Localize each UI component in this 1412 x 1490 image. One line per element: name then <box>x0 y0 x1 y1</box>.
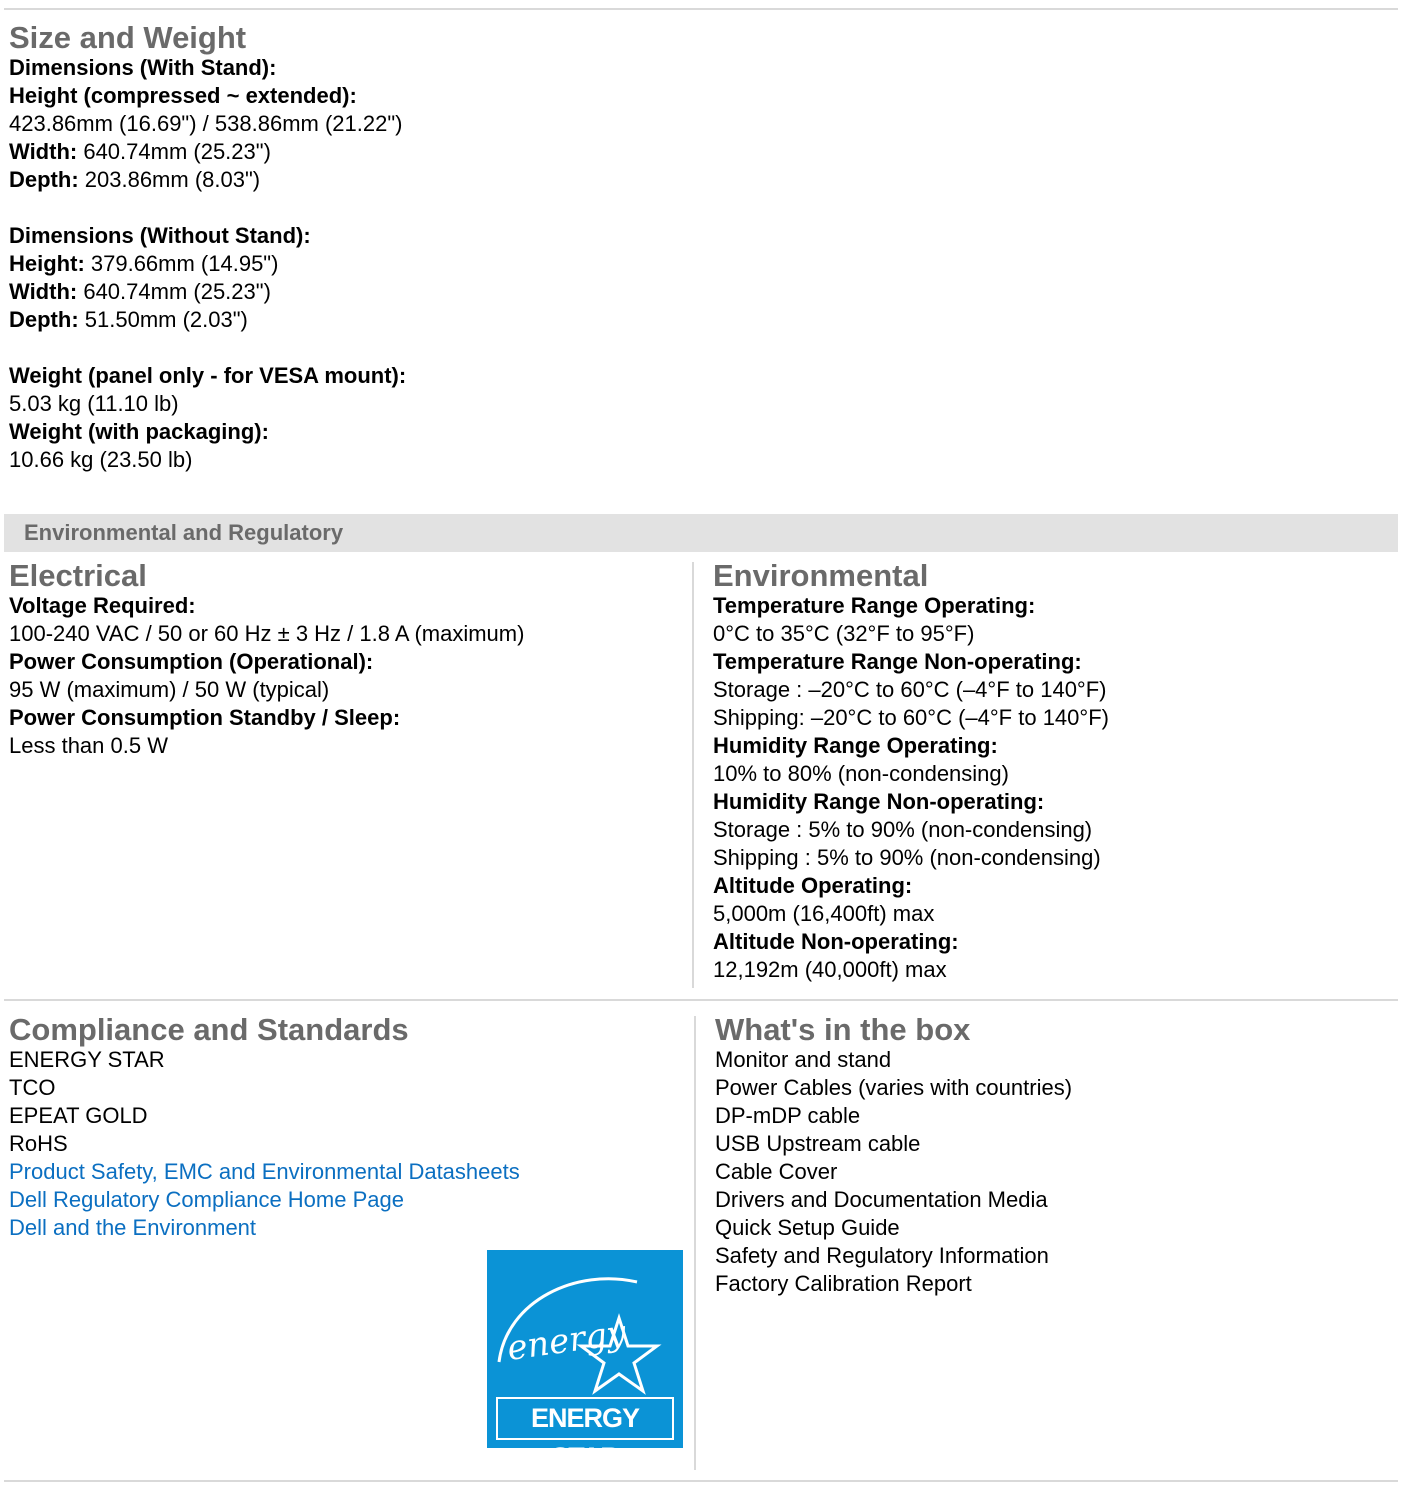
weight-pack-label: Weight (with packaging): <box>9 419 269 444</box>
size-weight-title: Size and Weight <box>9 20 247 55</box>
width2-value: 640.74mm (25.23") <box>77 279 271 304</box>
hum-nop-shipping: Shipping : 5% to 90% (non-condensing) <box>713 845 1101 870</box>
electrical-section <box>9 560 524 760</box>
box-item: Factory Calibration Report <box>715 1271 972 1296</box>
depth2-label: Depth: <box>9 307 79 332</box>
dell-environment-link[interactable]: Dell and the Environment <box>9 1215 257 1240</box>
section-band <box>4 514 1398 552</box>
box-item: USB Upstream cable <box>715 1131 921 1156</box>
width-label: Width: <box>9 139 78 164</box>
power-op-label: Power Consumption (Operational): <box>9 649 374 674</box>
depth2-row <box>9 306 406 334</box>
width-value: 640.74mm (25.23") <box>77 139 271 164</box>
hum-op-value: 10% to 80% (non-condensing) <box>713 761 1009 786</box>
alt-nop-value: 12,192m (40,000ft) max <box>713 957 947 982</box>
alt-op-label: Altitude Operating: <box>713 873 913 898</box>
compliance-item: ENERGY STAR <box>9 1047 165 1072</box>
temp-nop-storage: Storage : –20°C to 60°C (–4°F to 140°F) <box>713 677 1107 702</box>
compliance-item: EPEAT GOLD <box>9 1103 148 1128</box>
box-item: Monitor and stand <box>715 1047 892 1072</box>
power-op-value: 95 W (maximum) / 50 W (typical) <box>9 677 330 702</box>
environmental-title: Environmental <box>713 558 929 593</box>
environmental-section <box>713 560 1109 984</box>
weight-panel-value: 5.03 kg (11.10 lb) <box>9 391 179 416</box>
temp-op-label: Temperature Range Operating: <box>713 593 1036 618</box>
width2-row <box>9 278 406 306</box>
alt-op-value: 5,000m (16,400ft) max <box>713 901 935 926</box>
box-item: Cable Cover <box>715 1159 838 1184</box>
temp-nop-shipping: Shipping: –20°C to 60°C (–4°F to 140°F) <box>713 705 1109 730</box>
weight-panel-label: Weight (panel only - for VESA mount): <box>9 363 407 388</box>
width-row <box>9 138 406 166</box>
height-label: Height: <box>9 251 85 276</box>
hum-op-label: Humidity Range Operating: <box>713 733 998 758</box>
compliance-section <box>9 1014 520 1242</box>
hum-nop-storage: Storage : 5% to 90% (non-condensing) <box>713 817 1093 842</box>
middle-divider <box>4 999 1398 1001</box>
weight-pack-value: 10.66 kg (23.50 lb) <box>9 447 193 472</box>
height-row <box>9 250 406 278</box>
box-title: What's in the box <box>715 1012 971 1047</box>
depth2-value: 51.50mm (2.03") <box>78 307 248 332</box>
depth-label: Depth: <box>9 167 79 192</box>
electrical-title: Electrical <box>9 558 147 593</box>
energy-star-logo <box>487 1250 683 1472</box>
energy-script-text: energy <box>504 1312 629 1369</box>
band-label: Environmental and Regulatory <box>24 520 344 545</box>
power-sb-value: Less than 0.5 W <box>9 733 168 758</box>
power-sb-label: Power Consumption Standby / Sleep: <box>9 705 401 730</box>
hum-nop-label: Humidity Range Non-operating: <box>713 789 1045 814</box>
compliance-item: RoHS <box>9 1131 68 1156</box>
alt-nop-label: Altitude Non-operating: <box>713 929 959 954</box>
box-item: DP-mDP cable <box>715 1103 861 1128</box>
box-item: Drivers and Documentation Media <box>715 1187 1048 1212</box>
column-divider-lower <box>694 1016 696 1470</box>
voltage-label: Voltage Required: <box>9 593 196 618</box>
column-divider-upper <box>692 562 694 988</box>
height-ce-value: 423.86mm (16.69") / 538.86mm (21.22") <box>9 111 403 136</box>
box-item: Power Cables (varies with countries) <box>715 1075 1073 1100</box>
without-stand-label: Dimensions (Without Stand): <box>9 223 311 248</box>
bottom-divider <box>4 1480 1398 1482</box>
energy-star-label: ENERGY STAR <box>496 1397 674 1440</box>
height-ce-label: Height (compressed ~ extended): <box>9 83 357 108</box>
voltage-value: 100-240 VAC / 50 or 60 Hz ± 3 Hz / 1.8 A (maximum) <box>9 621 525 646</box>
depth-value: 203.86mm (8.03") <box>78 167 261 192</box>
depth-row <box>9 166 406 194</box>
box-item: Safety and Regulatory Information <box>715 1243 1049 1268</box>
with-stand-label: Dimensions (With Stand): <box>9 55 277 80</box>
box-item: Quick Setup Guide <box>715 1215 900 1240</box>
height-value: 379.66mm (14.95") <box>84 251 279 276</box>
compliance-item: TCO <box>9 1075 56 1100</box>
temp-nop-label: Temperature Range Non-operating: <box>713 649 1082 674</box>
compliance-title: Compliance and Standards <box>9 1012 409 1047</box>
width2-label: Width: <box>9 279 78 304</box>
box-section <box>715 1014 1072 1298</box>
product-safety-link[interactable]: Product Safety, EMC and Environmental Datasheets <box>9 1159 520 1184</box>
size-weight-section <box>9 22 406 474</box>
regulatory-compliance-link[interactable]: Dell Regulatory Compliance Home Page <box>9 1187 404 1212</box>
top-divider <box>4 8 1398 10</box>
temp-op-value: 0°C to 35°C (32°F to 95°F) <box>713 621 975 646</box>
